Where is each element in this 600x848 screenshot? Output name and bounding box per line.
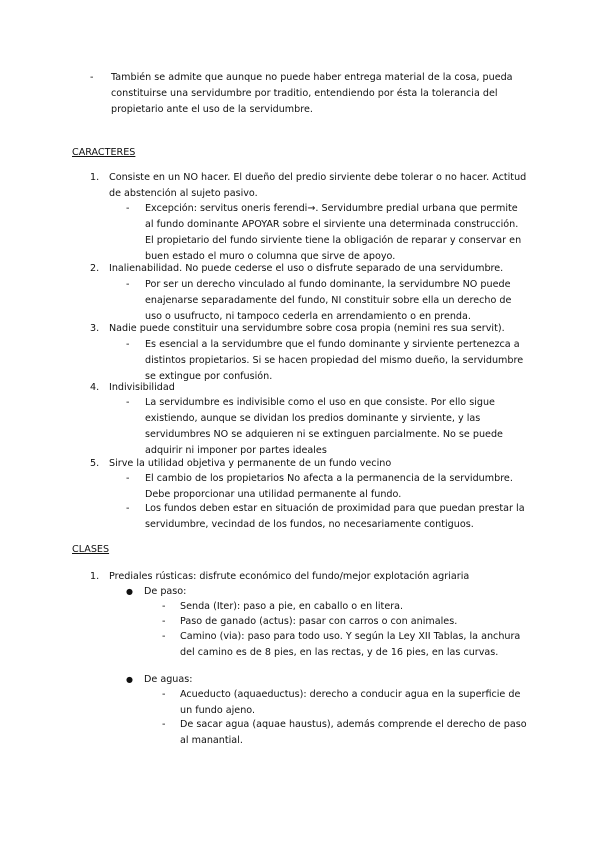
- clase-subitem: [162, 629, 530, 661]
- bullet-icon: ●: [126, 675, 133, 684]
- clase-subitem-text: De sacar agua (aquae haustus), además comprende el derecho de paso al manantial.: [180, 719, 527, 746]
- caracter-item-4: [90, 380, 530, 396]
- clase-item-text: Prediales rústicas: disfrute económico del fundo/mejor explotación agriaria: [109, 571, 470, 582]
- number-marker: 4.: [90, 382, 100, 393]
- section-heading-caracteres: CARACTERES: [72, 147, 136, 158]
- number-marker: 3.: [90, 323, 100, 334]
- number-marker: 1.: [90, 172, 100, 183]
- dash-marker: -: [162, 616, 166, 627]
- caracter-item-text: Nadie puede constituir una servidumbre sobre cosa propia (nemini res sua servit).: [109, 323, 505, 334]
- caracter-subitem: [126, 471, 529, 503]
- clase-bullet-text: De aguas:: [144, 674, 193, 685]
- section-heading-clases: CLASES: [72, 544, 110, 555]
- clase-subitem: [162, 687, 530, 719]
- caracter-subitem-text: La servidumbre es indivisible como el uso en que consiste. Por ello sigue existiendo, aunque se dividan los predios dominante y sirviente, y las servidumbres NO se adquieren ni se extinguen parcialmente. No se puede adquirir ni imponer por partes ideales: [145, 397, 503, 456]
- clase-subitem: [162, 614, 530, 630]
- clase-subitem: [162, 599, 530, 615]
- caracter-item-text: Consiste en un NO hacer. El dueño del predio sirviente debe tolerar o no hacer. Actitud de abstención al sujeto pasivo.: [109, 172, 527, 199]
- clase-bullet-de-aguas: [126, 672, 529, 688]
- caracter-item-5: [90, 456, 530, 472]
- dash-marker: -: [126, 279, 130, 290]
- caracter-subitem-text: Excepción: servitus oneris ferendi→. Servidumbre predial urbana que permite al fundo dominante APOYAR sobre el sirviente una determinada construcción. El propietario del fundo sirviente tiene la obligación de reparar y conservar en buen estado el muro o columna que sirve de apoyo.: [145, 203, 522, 262]
- caracter-subitem-text: El cambio de los propietarios No afecta a la permanencia de la servidumbre. Debe proporcionar una utilidad permanente al fundo.: [145, 473, 513, 500]
- clase-bullet-text: De paso:: [144, 586, 187, 597]
- dash-marker: -: [90, 72, 94, 83]
- caracter-item-3: [90, 321, 530, 337]
- intro-text: También se admite que aunque no puede haber entrega material de la cosa, pueda constituirse una servidumbre por traditio, entendiendo por ésta la tolerancia del propietario ante el uso de la servidumbre.: [111, 72, 513, 115]
- clase-subitem-text: Senda (Iter): paso a pie, en caballo o en litera.: [180, 601, 404, 612]
- clase-bullet-de-paso: [126, 584, 529, 600]
- dash-marker: -: [162, 601, 166, 612]
- caracter-item-text: Sirve la utilidad objetiva y permanente de un fundo vecino: [109, 458, 392, 469]
- number-marker: 2.: [90, 263, 100, 274]
- number-marker: 5.: [90, 458, 100, 469]
- number-marker: 1.: [90, 571, 100, 582]
- dash-marker: -: [162, 631, 166, 642]
- clase-item-1: [90, 569, 530, 585]
- caracter-item-1: [90, 170, 530, 202]
- caracter-subitem: [126, 277, 529, 325]
- dash-marker: -: [162, 689, 166, 700]
- intro-paragraph: [90, 70, 530, 118]
- dash-marker: -: [126, 203, 130, 214]
- caracter-item-text: Inalienabilidad. No puede cederse el uso o disfrute separado de una servidumbre.: [109, 263, 504, 274]
- caracter-subitem-text: Los fundos deben estar en situación de proximidad para que puedan prestar la servidumbre, vecindad de los fundos, no necesariamente contiguos.: [145, 503, 525, 530]
- clase-subitem: [162, 717, 530, 749]
- dash-marker: -: [126, 473, 130, 484]
- caracter-subitem: [126, 337, 529, 385]
- dash-marker: -: [126, 339, 130, 350]
- bullet-icon: ●: [126, 587, 133, 596]
- dash-marker: -: [162, 719, 166, 730]
- caracter-item-2: [90, 261, 530, 277]
- clase-subitem-text: Camino (via): paso para todo uso. Y según la Ley XII Tablas, la anchura del camino es de 8 pies, en las rectas, y de 16 pies, en las curvas.: [180, 631, 521, 658]
- clase-subitem-text: Acueducto (aquaeductus): derecho a conducir agua en la superficie de un fundo ajeno.: [180, 689, 521, 716]
- clase-subitem-text: Paso de ganado (actus): pasar con carros o con animales.: [180, 616, 458, 627]
- dash-marker: -: [126, 503, 130, 514]
- caracter-item-text: Indivisibilidad: [109, 382, 175, 393]
- caracter-subitem: [126, 201, 529, 265]
- caracter-subitem-text: Por ser un derecho vinculado al fundo dominante, la servidumbre NO puede enajenarse separadamente del fundo, NI constituir sobre ella un derecho de uso o usufructo, ni tampoco cederla en arrendamiento o en prenda.: [145, 279, 512, 322]
- dash-marker: -: [126, 397, 130, 408]
- caracter-subitem: [126, 395, 529, 459]
- caracter-subitem-text: Es esencial a la servidumbre que el fundo dominante y sirviente pertenezca a distintos propietarios. Si se hacen propiedad del mismo dueño, la servidumbre se extingue por confusión.: [145, 339, 524, 382]
- caracter-subitem: [126, 501, 529, 533]
